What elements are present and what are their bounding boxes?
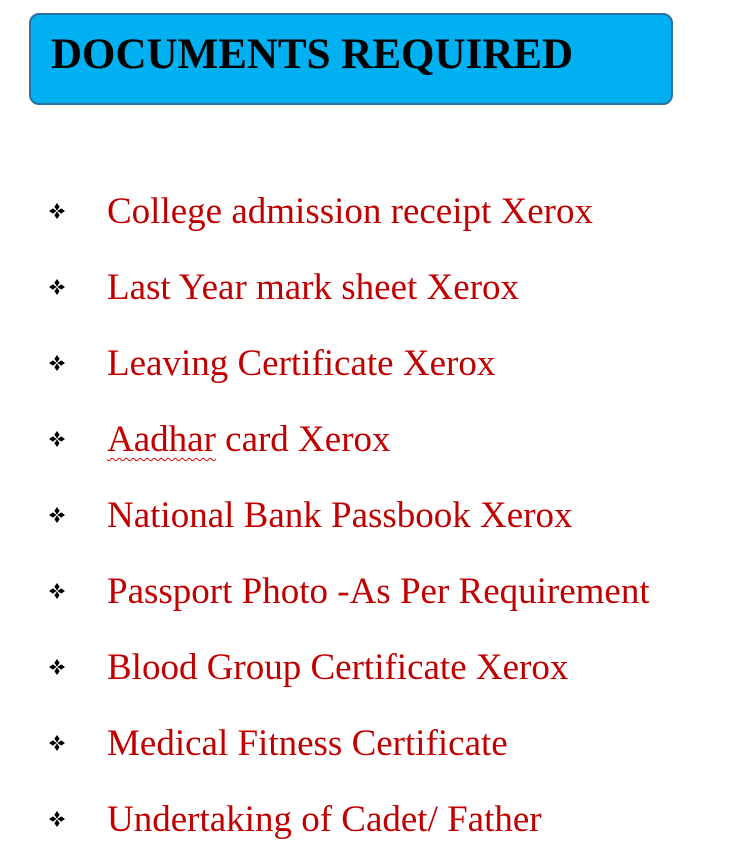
four-diamond-bullet-icon — [46, 200, 68, 222]
four-diamond-bullet-icon — [46, 656, 68, 678]
list-item — [0, 648, 751, 698]
list-item — [0, 724, 751, 774]
four-diamond-bullet-icon — [46, 808, 68, 830]
document-text: Undertaking of Cadet/ Father — [107, 799, 542, 840]
page-title: DOCUMENTS REQUIRED — [51, 31, 574, 78]
list-item — [0, 268, 751, 318]
list-item — [0, 192, 751, 242]
document-text: Last Year mark sheet Xerox — [107, 267, 520, 308]
list-item — [0, 800, 751, 850]
four-diamond-bullet-icon — [46, 428, 68, 450]
document-text: Leaving Certificate Xerox — [107, 343, 496, 384]
list-item — [0, 496, 751, 546]
list-item — [0, 572, 751, 622]
list-item — [0, 344, 751, 394]
document-text: Blood Group Certificate Xerox — [107, 647, 569, 688]
document-text: Aadhar card Xerox — [107, 419, 391, 460]
document-text: Medical Fitness Certificate — [107, 723, 508, 764]
document-text: College admission receipt Xerox — [107, 191, 594, 232]
four-diamond-bullet-icon — [46, 276, 68, 298]
document-text: National Bank Passbook Xerox — [107, 495, 573, 536]
list-item — [0, 420, 751, 470]
four-diamond-bullet-icon — [46, 732, 68, 754]
four-diamond-bullet-icon — [46, 352, 68, 374]
spellcheck-flagged-word: Aadhar — [107, 419, 216, 460]
four-diamond-bullet-icon — [46, 580, 68, 602]
title-box — [29, 13, 673, 105]
document-text: Passport Photo -As Per Requirement — [107, 571, 650, 612]
four-diamond-bullet-icon — [46, 504, 68, 526]
